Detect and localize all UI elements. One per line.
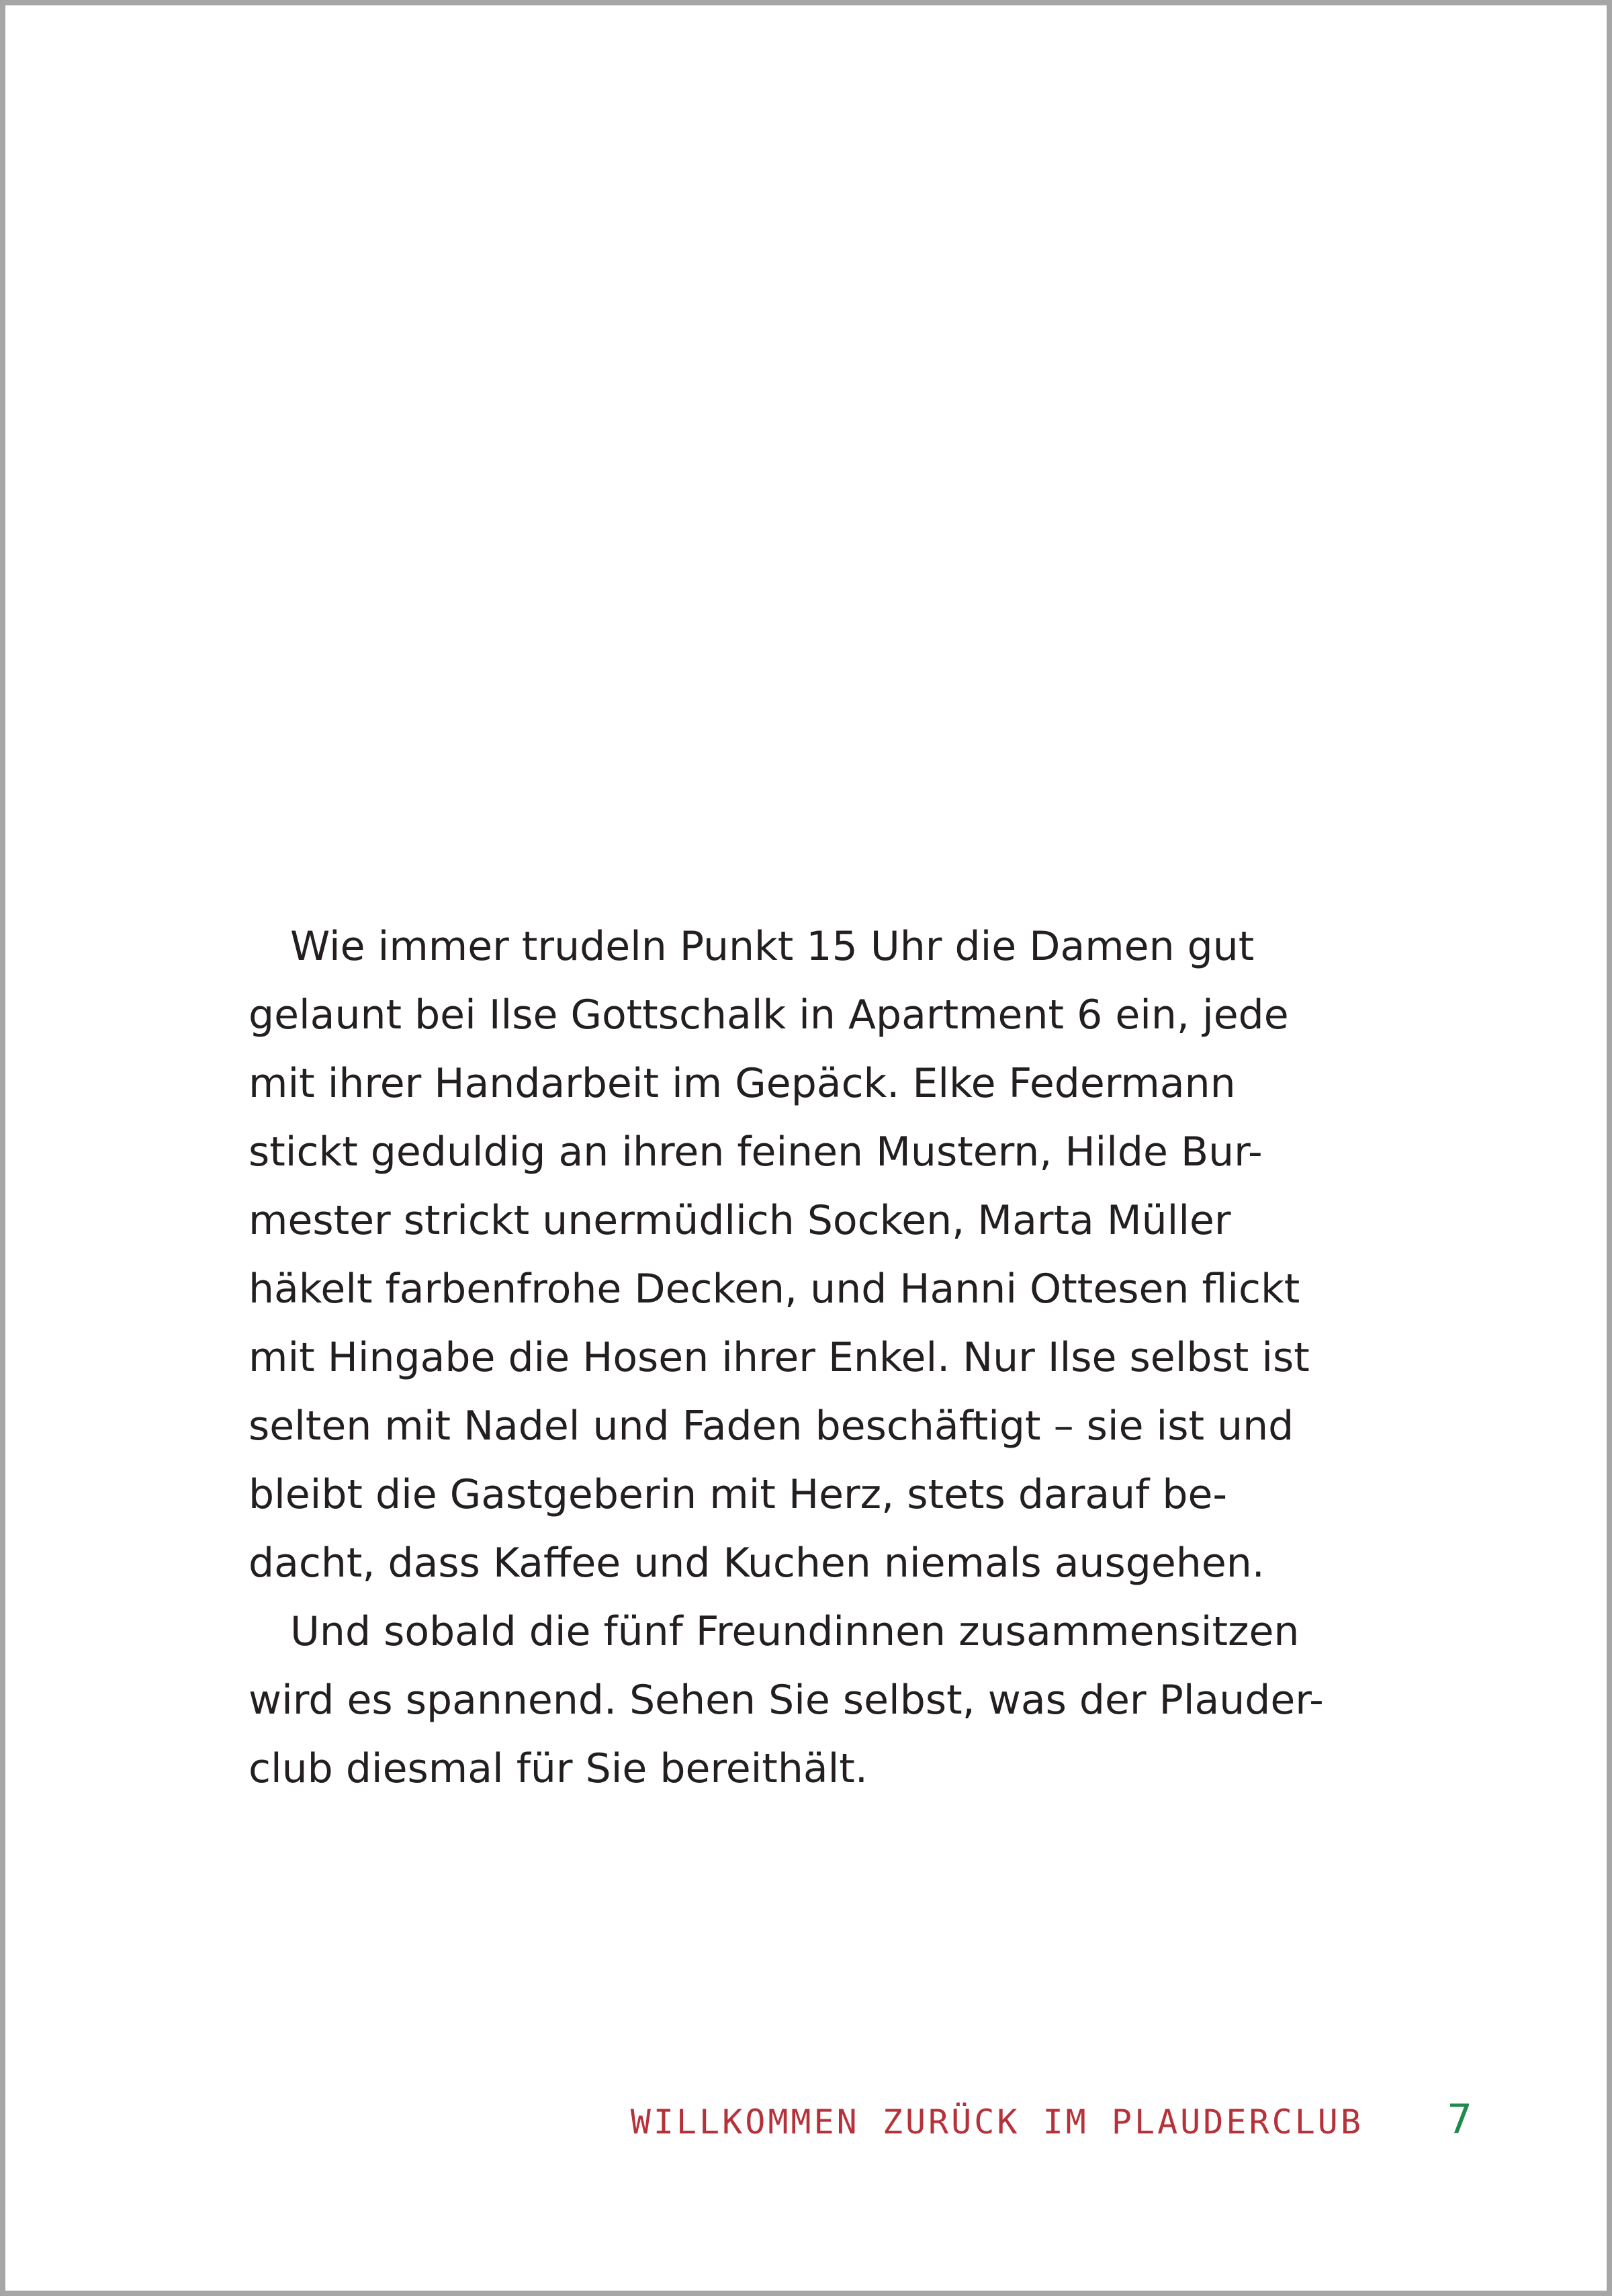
- page-number: 7: [1447, 2096, 1473, 2143]
- text-line: wird es spannend. Sehen Sie selbst, was der Plauder-: [249, 1677, 1324, 1724]
- text-line: stickt geduldig an ihren feinen Mustern, Hilde Bur-: [249, 1129, 1263, 1176]
- text-line: mester strickt unermüdlich Socken, Marta Müller: [249, 1197, 1231, 1244]
- text-line: dacht, dass Kaffee und Kuchen niemals ausgehen.: [249, 1540, 1265, 1587]
- text-line: selten mit Nadel und Faden beschäftigt – sie ist und: [249, 1403, 1294, 1450]
- text-line: bleibt die Gastgeberin mit Herz, stets darauf be-: [249, 1471, 1228, 1518]
- text-line: mit Hingabe die Hosen ihrer Enkel. Nur Ilse selbst ist: [249, 1334, 1310, 1381]
- text-line: club diesmal für Sie bereithält.: [249, 1745, 868, 1792]
- text-line: häkelt farbenfrohe Decken, und Hanni Ottesen flickt: [249, 1266, 1300, 1313]
- running-footer-title: WILLKOMMEN ZURÜCK IM PLAUDERCLUB: [630, 2103, 1363, 2142]
- text-line: Wie immer trudeln Punkt 15 Uhr die Damen gut: [290, 923, 1255, 970]
- text-line: gelaunt bei Ilse Gottschalk in Apartment 6 ein, jede: [249, 991, 1289, 1039]
- body-text: [249, 912, 1377, 1803]
- text-line: Und sobald die fünf Freundinnen zusammensitzen: [290, 1608, 1300, 1655]
- text-line: mit ihrer Handarbeit im Gepäck. Elke Federmann: [249, 1060, 1236, 1107]
